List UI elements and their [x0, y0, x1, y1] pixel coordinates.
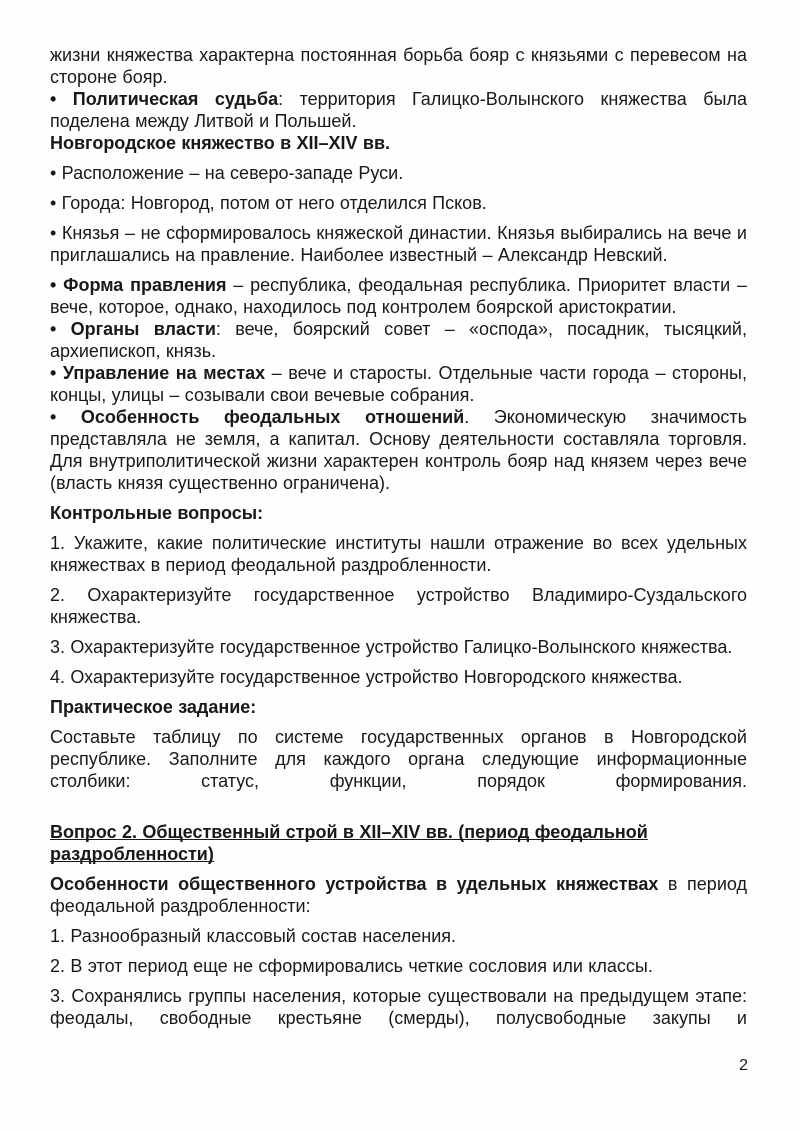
practical-task-text [50, 726, 747, 792]
heading-practical-task-text: Практическое задание: [50, 697, 257, 717]
bullet-authorities-text: : вече, боярский совет – «оспода», посадник, тысяцкий, архиепископ, князь. [50, 319, 747, 361]
page-number: 2 [739, 1057, 748, 1074]
paragraph-social-structure-features-text: в период феодальной раздробленности: [50, 874, 747, 916]
list-item-3 [50, 985, 747, 1029]
bullet-location-text: • Расположение – на северо-западе Руси. [50, 163, 404, 183]
bullet-local-governance-text: – вече и старосты. Отдельные части города – стороны, концы, улицы – созывали свои вечевые собрания. [50, 363, 747, 405]
heading-novgorod-principality [50, 132, 747, 154]
bullet-political-fate-text: : территория Галицко-Волынского княжества была поделена между Литвой и Польшей. [50, 89, 747, 131]
question-3-text: 3. Охарактеризуйте государственное устройство Галицко-Волынского княжества. [50, 637, 733, 657]
question-4 [50, 666, 747, 688]
list-item-2 [50, 955, 747, 977]
bullet-local-governance [50, 362, 747, 406]
bullet-location [50, 162, 747, 184]
list-item-3-text: 3. Сохранялись группы населения, которые существовали на предыдущем этапе: феодалы, свободные крестьяне (смерды), полусвободные закупы и [50, 986, 747, 1028]
heading-control-questions [50, 502, 747, 524]
bullet-princes [50, 222, 747, 266]
list-item-1-text: 1. Разнообразный классовый состав населения. [50, 926, 457, 946]
heading-novgorod-principality-text: Новгородское княжество в XII–XIV вв. [50, 133, 391, 153]
document-content [50, 44, 747, 1029]
practical-task-text-text: Составьте таблицу по системе государственных органов в Новгородской республике. Заполните для каждого органа следующие информационные столбики: статус, функции, порядок формирования. [50, 727, 747, 791]
heading-practical-task [50, 696, 747, 718]
bullet-feudal-relations-text: . Экономическую значимость представляла не земля, а капитал. Основу деятельности составляла торговля. Для внутриполитической жизни характерен контроль бояр над князем через вече (власть князя существенно ограничена). [50, 407, 747, 493]
heading-control-questions-text: Контрольные вопросы: [50, 503, 264, 523]
paragraph-social-structure-features [50, 873, 747, 917]
question-4-text: 4. Охарактеризуйте государственное устройство Новгородского княжества. [50, 667, 683, 687]
question-1 [50, 532, 747, 576]
bullet-form-of-government-text: – республика, феодальная республика. Приоритет власти – вече, которое, однако, находилось под контролем боярской аристократии. [50, 275, 747, 317]
question-3 [50, 636, 747, 658]
bullet-cities [50, 192, 747, 214]
bullet-princes-text: • Князья – не сформировалось княжеской династии. Князья выбирались на вече и приглашались на правление. Наиболее известный – Александр Невский. [50, 223, 747, 265]
bullet-feudal-relations-text: • Особенность феодальных отношений [50, 407, 465, 427]
heading-question-2 [50, 821, 747, 865]
bullet-form-of-government [50, 274, 747, 318]
bullet-political-fate [50, 88, 747, 132]
question-2 [50, 584, 747, 628]
bullet-feudal-relations [50, 406, 747, 494]
question-2-text: 2. Охарактеризуйте государственное устройство Владимиро-Суздальского княжества. [50, 585, 747, 627]
bullet-authorities-text: • Органы власти [50, 319, 216, 339]
bullet-political-fate-text: • Политическая судьба [50, 89, 279, 109]
list-item-2-text: 2. В этот период еще не сформировались четкие сословия или классы. [50, 956, 653, 976]
paragraph-boyars-struggle [50, 44, 747, 88]
heading-question-2-text: Вопрос 2. Общественный строй в XII–XIV вв. (период феодальной раздробленности) [50, 822, 648, 864]
question-1-text: 1. Укажите, какие политические институты нашли отражение во всех удельных княжествах в период феодальной раздробленности. [50, 533, 747, 575]
bullet-form-of-government-text: • Форма правления [50, 275, 227, 295]
bullet-local-governance-text: • Управление на местах [50, 363, 266, 383]
paragraph-boyars-struggle-text: жизни княжества характерна постоянная борьба бояр с князьями с перевесом на стороне бояр. [50, 45, 747, 87]
list-item-1 [50, 925, 747, 947]
paragraph-social-structure-features-text: Особенности общественного устройства в удельных княжествах [50, 874, 659, 894]
bullet-authorities [50, 318, 747, 362]
bullet-cities-text: • Города: Новгород, потом от него отделился Псков. [50, 193, 487, 213]
